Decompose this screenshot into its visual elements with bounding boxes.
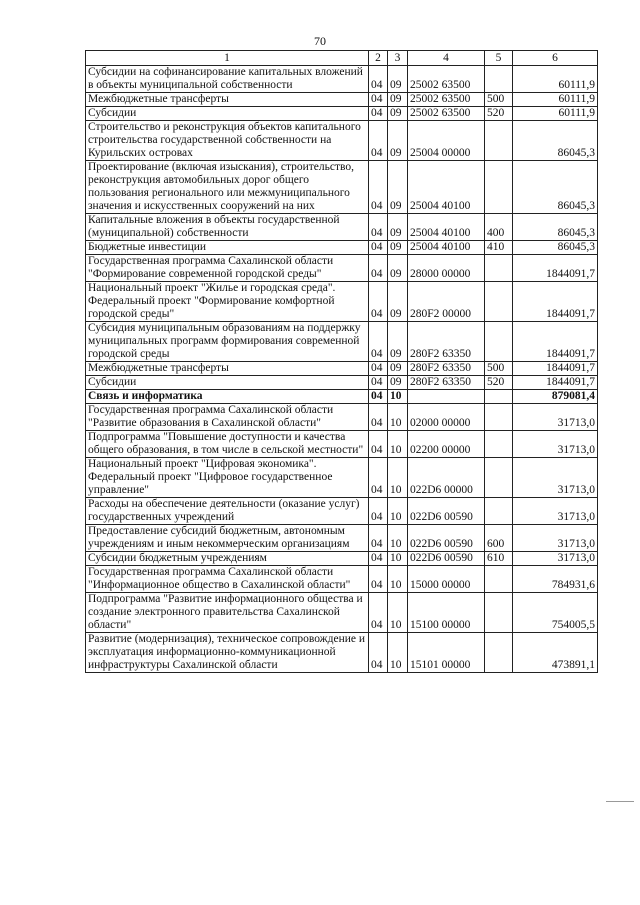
header-col-name: 1	[86, 51, 369, 66]
row-expense-type	[485, 633, 513, 673]
table-row	[86, 107, 598, 121]
row-subsection: 10	[388, 593, 408, 633]
table-row	[86, 282, 598, 322]
row-subsection: 09	[388, 107, 408, 121]
row-name: Подпрограмма "Повышение доступности и качества общего образования, в том числе в сельской местности"	[86, 431, 369, 458]
row-subsection: 10	[388, 431, 408, 458]
row-name: Национальный проект "Цифровая экономика". Федеральный проект "Цифровое государственное управление"	[86, 458, 369, 498]
row-expense-type	[485, 282, 513, 322]
page-number: 70	[314, 34, 326, 48]
row-sum: 1844091,7	[513, 362, 598, 376]
row-name: Подпрограмма "Развитие информационного общества и создание электронного правительства Сахалинской области"	[86, 593, 369, 633]
row-target-article: 15100 00000	[408, 593, 485, 633]
row-expense-type: 600	[485, 525, 513, 552]
row-expense-type	[485, 431, 513, 458]
table-row	[86, 390, 598, 404]
table-row	[86, 121, 598, 161]
row-section: 04	[369, 404, 388, 431]
row-section: 04	[369, 498, 388, 525]
row-section: 04	[369, 566, 388, 593]
row-subsection: 09	[388, 161, 408, 214]
row-subsection: 10	[388, 458, 408, 498]
table-row	[86, 404, 598, 431]
row-target-article: 25002 63500	[408, 107, 485, 121]
row-subsection: 09	[388, 255, 408, 282]
row-expense-type	[485, 566, 513, 593]
row-name: Проектирование (включая изыскания), строительство, реконструкция автомобильных дорог общего пользования регионального или межмуниципального значения и искусственных сооружений на них	[86, 161, 369, 214]
row-expense-type: 500	[485, 93, 513, 107]
table-row	[86, 458, 598, 498]
row-section: 04	[369, 390, 388, 404]
row-sum: 754005,5	[513, 593, 598, 633]
table-body	[86, 66, 598, 673]
table-row	[86, 593, 598, 633]
row-section: 04	[369, 633, 388, 673]
row-subsection: 10	[388, 633, 408, 673]
row-target-article: 25004 00000	[408, 121, 485, 161]
row-expense-type	[485, 66, 513, 93]
row-section: 04	[369, 107, 388, 121]
row-subsection: 09	[388, 93, 408, 107]
row-subsection: 09	[388, 322, 408, 362]
row-section: 04	[369, 593, 388, 633]
row-sum: 86045,3	[513, 161, 598, 214]
row-target-article	[408, 390, 485, 404]
row-subsection: 10	[388, 404, 408, 431]
table-row	[86, 214, 598, 241]
row-expense-type	[485, 498, 513, 525]
row-expense-type	[485, 161, 513, 214]
row-target-article: 022D6 00000	[408, 458, 485, 498]
row-sum: 473891,1	[513, 633, 598, 673]
row-name: Расходы на обеспечение деятельности (оказание услуг) государственных учреждений	[86, 498, 369, 525]
table-row	[86, 552, 598, 566]
row-sum: 60111,9	[513, 93, 598, 107]
table-row	[86, 161, 598, 214]
table-row	[86, 322, 598, 362]
row-sum: 31713,0	[513, 404, 598, 431]
row-sum: 86045,3	[513, 241, 598, 255]
row-section: 04	[369, 322, 388, 362]
row-section: 04	[369, 66, 388, 93]
table-row	[86, 362, 598, 376]
budget-table	[85, 50, 598, 673]
row-name: Предоставление субсидий бюджетным, автономным учреждениям и иным некоммерческим организациям	[86, 525, 369, 552]
row-name: Национальный проект "Жилье и городская среда". Федеральный проект "Формирование комфортной городской среды"	[86, 282, 369, 322]
row-target-article: 28000 00000	[408, 255, 485, 282]
row-section: 04	[369, 362, 388, 376]
row-sum: 31713,0	[513, 458, 598, 498]
row-section: 04	[369, 431, 388, 458]
row-name: Связь и информатика	[86, 390, 369, 404]
row-expense-type: 520	[485, 107, 513, 121]
table-row	[86, 633, 598, 673]
row-subsection: 10	[388, 525, 408, 552]
row-target-article: 15000 00000	[408, 566, 485, 593]
table-row	[86, 525, 598, 552]
row-subsection: 09	[388, 241, 408, 255]
row-sum: 1844091,7	[513, 376, 598, 390]
row-subsection: 10	[388, 390, 408, 404]
row-sum: 879081,4	[513, 390, 598, 404]
row-sum: 784931,6	[513, 566, 598, 593]
row-section: 04	[369, 282, 388, 322]
row-target-article: 25004 40100	[408, 241, 485, 255]
row-name: Субсидии	[86, 107, 369, 121]
row-sum: 31713,0	[513, 525, 598, 552]
row-sum: 86045,3	[513, 214, 598, 241]
row-expense-type	[485, 322, 513, 362]
row-expense-type	[485, 121, 513, 161]
table-row	[86, 566, 598, 593]
row-section: 04	[369, 241, 388, 255]
row-expense-type	[485, 255, 513, 282]
header-col-subsection: 3	[388, 51, 408, 66]
row-target-article: 25002 63500	[408, 66, 485, 93]
row-name: Субсидии бюджетным учреждениям	[86, 552, 369, 566]
row-name: Государственная программа Сахалинской области "Информационное общество в Сахалинской области"	[86, 566, 369, 593]
table-row	[86, 431, 598, 458]
table-row	[86, 241, 598, 255]
row-sum: 1844091,7	[513, 282, 598, 322]
row-name: Субсидия муниципальным образованиям на поддержку муниципальных программ формирования современной городской среды	[86, 322, 369, 362]
row-name: Субсидии на софинансирование капитальных вложений в объекты муниципальной собственности	[86, 66, 369, 93]
row-subsection: 09	[388, 214, 408, 241]
row-sum: 60111,9	[513, 107, 598, 121]
row-subsection: 10	[388, 552, 408, 566]
row-subsection: 09	[388, 66, 408, 93]
row-target-article: 022D6 00590	[408, 552, 485, 566]
row-section: 04	[369, 93, 388, 107]
row-expense-type: 610	[485, 552, 513, 566]
row-expense-type	[485, 390, 513, 404]
row-target-article: 25004 40100	[408, 161, 485, 214]
row-subsection: 09	[388, 121, 408, 161]
row-expense-type	[485, 593, 513, 633]
row-target-article: 25004 40100	[408, 214, 485, 241]
row-target-article: 022D6 00590	[408, 498, 485, 525]
row-section: 04	[369, 255, 388, 282]
table-row	[86, 376, 598, 390]
row-target-article: 02200 00000	[408, 431, 485, 458]
row-name: Межбюджетные трансферты	[86, 362, 369, 376]
row-name: Строительство и реконструкция объектов капитального строительства государственной собственности на Курильских островах	[86, 121, 369, 161]
row-target-article: 280F2 63350	[408, 322, 485, 362]
row-name: Государственная программа Сахалинской области "Формирование современной городской среды"	[86, 255, 369, 282]
row-subsection: 10	[388, 566, 408, 593]
row-name: Бюджетные инвестиции	[86, 241, 369, 255]
header-col-section: 2	[369, 51, 388, 66]
row-subsection: 09	[388, 376, 408, 390]
header-col-sum: 6	[513, 51, 598, 66]
table-row	[86, 255, 598, 282]
row-section: 04	[369, 214, 388, 241]
row-expense-type: 410	[485, 241, 513, 255]
row-section: 04	[369, 161, 388, 214]
header-col-target: 4	[408, 51, 485, 66]
row-target-article: 022D6 00590	[408, 525, 485, 552]
header-row	[86, 51, 598, 66]
row-section: 04	[369, 121, 388, 161]
row-expense-type: 400	[485, 214, 513, 241]
row-section: 04	[369, 458, 388, 498]
scan-mark	[606, 801, 634, 802]
row-sum: 31713,0	[513, 552, 598, 566]
row-name: Государственная программа Сахалинской области "Развитие образования в Сахалинской области"	[86, 404, 369, 431]
row-name: Капитальные вложения в объекты государственной (муниципальной) собственности	[86, 214, 369, 241]
row-sum: 31713,0	[513, 498, 598, 525]
row-name: Развитие (модернизация), техническое сопровождение и эксплуатация информационно-коммуникационной инфраструктуры Сахалинской области	[86, 633, 369, 673]
row-target-article: 15101 00000	[408, 633, 485, 673]
row-expense-type	[485, 404, 513, 431]
header-col-type: 5	[485, 51, 513, 66]
row-section: 04	[369, 552, 388, 566]
row-sum: 86045,3	[513, 121, 598, 161]
row-subsection: 09	[388, 282, 408, 322]
row-target-article: 280F2 00000	[408, 282, 485, 322]
row-sum: 60111,9	[513, 66, 598, 93]
row-name: Субсидии	[86, 376, 369, 390]
row-target-article: 02000 00000	[408, 404, 485, 431]
row-name: Межбюджетные трансферты	[86, 93, 369, 107]
row-sum: 31713,0	[513, 431, 598, 458]
row-sum: 1844091,7	[513, 322, 598, 362]
table-row	[86, 66, 598, 93]
row-section: 04	[369, 376, 388, 390]
row-expense-type	[485, 458, 513, 498]
row-target-article: 280F2 63350	[408, 362, 485, 376]
row-sum: 1844091,7	[513, 255, 598, 282]
row-subsection: 10	[388, 498, 408, 525]
row-target-article: 25002 63500	[408, 93, 485, 107]
row-expense-type: 500	[485, 362, 513, 376]
row-subsection: 09	[388, 362, 408, 376]
table-row	[86, 93, 598, 107]
row-expense-type: 520	[485, 376, 513, 390]
table-row	[86, 498, 598, 525]
row-section: 04	[369, 525, 388, 552]
row-target-article: 280F2 63350	[408, 376, 485, 390]
